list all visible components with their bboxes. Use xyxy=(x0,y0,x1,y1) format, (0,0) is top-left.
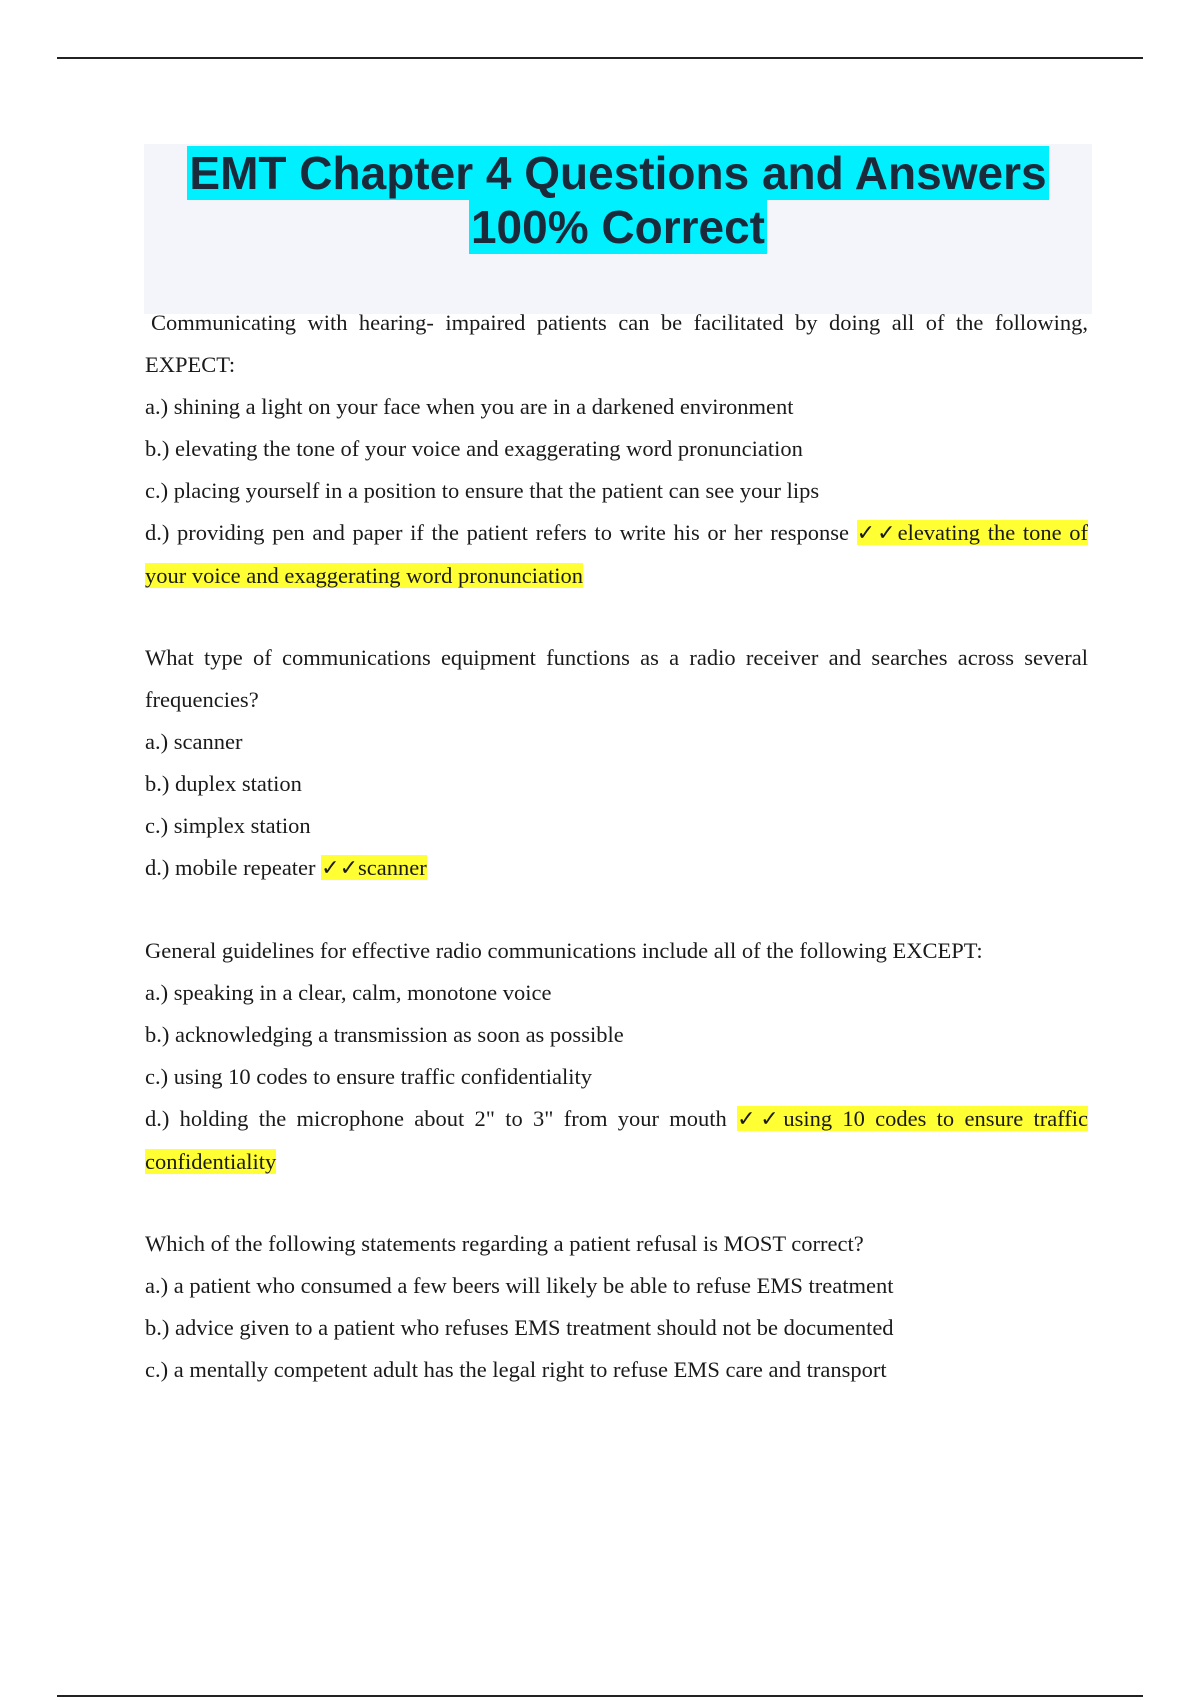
option-a: a.) scanner xyxy=(145,729,243,754)
option-b: b.) elevating the tone of your voice and exaggerating word pronunciation xyxy=(145,436,803,461)
option-c: c.) using 10 codes to ensure traffic confidentiality xyxy=(145,1064,592,1089)
option-a: a.) a patient who consumed a few beers will likely be able to refuse EMS treatment xyxy=(145,1273,894,1298)
answer-highlight xyxy=(321,855,427,880)
page-title-line-2: 100% Correct xyxy=(470,201,766,253)
top-rule xyxy=(57,57,1143,59)
option-a: a.) shining a light on your face when you are in a darkened environment xyxy=(145,394,794,419)
option-d-with-answer xyxy=(145,1098,1088,1183)
page-title-line-1: EMT Chapter 4 Questions and Answers xyxy=(189,147,1047,199)
answer-text: elevating the tone of your voice and exaggerating word pronunciation xyxy=(145,520,1088,588)
double-check-icon: ✓✓ xyxy=(321,856,359,881)
question-text: What type of communications equipment functions as a radio receiver and searches across several frequencies? xyxy=(145,645,1088,712)
question-block xyxy=(145,637,1088,890)
question-text: Communicating with hearing- impaired patients can be facilitated by doing all of the following, EXPECT: xyxy=(145,310,1088,377)
option-b: b.) duplex station xyxy=(145,771,302,796)
option-b: b.) advice given to a patient who refuses EMS treatment should not be documented xyxy=(145,1315,894,1340)
option-d: d.) providing pen and paper if the patient refers to write his or her response xyxy=(145,520,849,545)
question-block xyxy=(145,302,1088,597)
question-block xyxy=(145,1223,1088,1391)
title-block xyxy=(144,144,1092,314)
option-c: c.) a mentally competent adult has the legal right to refuse EMS care and transport xyxy=(145,1357,887,1382)
option-c: c.) placing yourself in a position to ensure that the patient can see your lips xyxy=(145,478,820,503)
option-d-with-answer xyxy=(145,847,1088,890)
double-check-icon: ✓✓ xyxy=(737,1107,784,1132)
document-body xyxy=(145,302,1088,1431)
option-b: b.) acknowledging a transmission as soon as possible xyxy=(145,1022,624,1047)
option-c: c.) simplex station xyxy=(145,813,311,838)
option-d: d.) mobile repeater xyxy=(145,855,316,880)
question-text: Which of the following statements regarding a patient refusal is MOST correct? xyxy=(145,1231,864,1256)
question-block xyxy=(145,930,1088,1183)
option-a: a.) speaking in a clear, calm, monotone voice xyxy=(145,980,552,1005)
answer-text: scanner xyxy=(358,855,427,880)
double-check-icon: ✓✓ xyxy=(856,521,898,546)
question-text: General guidelines for effective radio communications include all of the following EXCEPT: xyxy=(145,938,983,963)
answer-text: using 10 codes to ensure traffic confidentiality xyxy=(145,1106,1089,1174)
option-d-with-answer xyxy=(145,512,1088,597)
option-d: d.) holding the microphone about 2" to 3" from your mouth xyxy=(145,1106,727,1131)
bottom-rule xyxy=(57,1695,1143,1697)
